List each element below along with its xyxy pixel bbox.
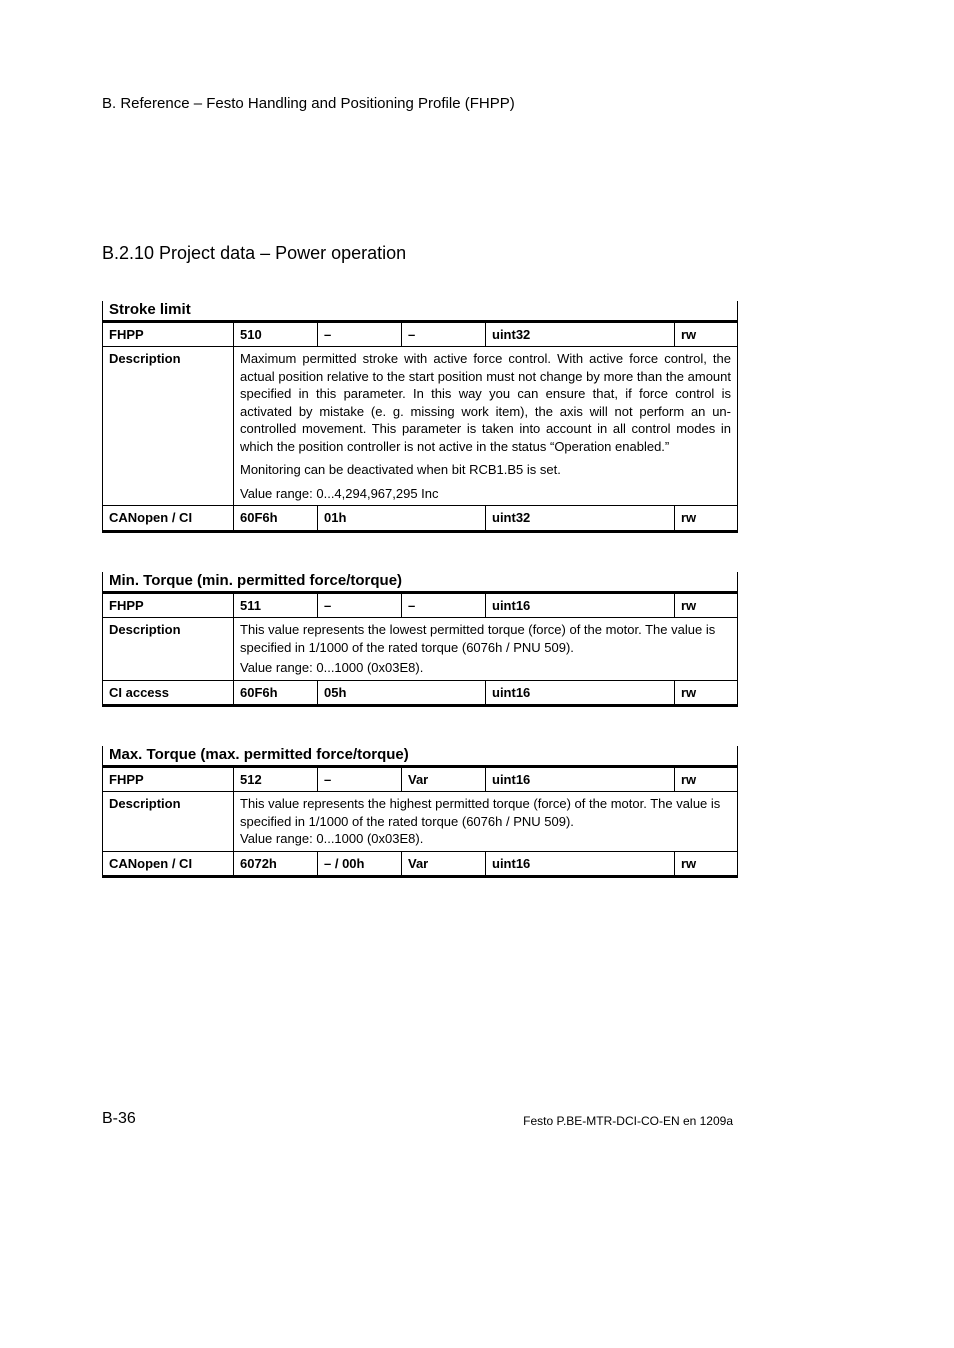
fhpp-type: uint16 [486, 766, 675, 792]
fhpp-class: – [402, 592, 486, 618]
fhpp-pnu: 511 [234, 592, 318, 618]
fhpp-subindex: – [318, 592, 402, 618]
ci-access-label: CI access [103, 680, 234, 706]
description-text [234, 792, 738, 852]
fhpp-pnu: 510 [234, 321, 318, 347]
canopen-subindex: – / 00h [318, 851, 402, 877]
page-number: B-36 [102, 1110, 136, 1127]
canopen-index: 60F6h [234, 680, 318, 706]
fhpp-subindex: – [318, 766, 402, 792]
fhpp-subindex: – [318, 321, 402, 347]
canopen-type: uint16 [486, 680, 675, 706]
canopen-type: uint16 [486, 851, 675, 877]
min-torque-table [102, 572, 738, 707]
canopen-index: 60F6h [234, 506, 318, 532]
canopen-label: CANopen / CI [103, 506, 234, 532]
description-text [234, 618, 738, 681]
value-range: Value range: 0...1000 (0x03E8). [240, 660, 424, 675]
description-label: Description [103, 347, 234, 506]
canopen-subindex: 05h [318, 680, 486, 706]
description-text [234, 347, 738, 506]
value-range: Value range: 0...1000 (0x03E8). [240, 831, 424, 846]
table-title: Min. Torque (min. permitted force/torque) [103, 572, 738, 592]
canopen-subindex: 01h [318, 506, 486, 532]
description-paragraph: This value represents the highest permitted torque (force) of the motor. The value is specified in 1/1000 of the rated torque (6076h / PNU 509). [240, 796, 721, 829]
fhpp-class: – [402, 321, 486, 347]
fhpp-label: FHPP [103, 766, 234, 792]
canopen-access: rw [675, 506, 738, 532]
canopen-class: Var [402, 851, 486, 877]
fhpp-type: uint32 [486, 321, 675, 347]
description-paragraph: Maximum permitted stroke with active force control. With active force control, the actual position relative to the start position must not change by more than the amount specified in this parameter. In this way you can ensure that, if force control is activated by mistake (e. g. missing work item), the axis will not perform an uncontrolled movement. This parameter is taken into account in all control modes in which the position controller is not active in the status “Operation enabled.” [240, 351, 731, 454]
max-torque-table [102, 746, 738, 878]
running-header: B. Reference – Festo Handling and Positioning Profile (FHPP) [102, 95, 515, 112]
value-range: Value range: 0...4,294,967,295 Inc [240, 485, 439, 501]
fhpp-access: rw [675, 321, 738, 347]
canopen-access: rw [675, 680, 738, 706]
canopen-index: 6072h [234, 851, 318, 877]
description-label: Description [103, 792, 234, 852]
fhpp-class: Var [402, 766, 486, 792]
description-label: Description [103, 618, 234, 681]
description-paragraph: This value represents the lowest permitted torque (force) of the motor. The value is specified in 1/1000 of the rated torque (6076h / PNU 509). [240, 622, 716, 655]
description-paragraph: Monitoring can be deactivated when bit RCB1.B5 is set. [240, 462, 561, 477]
fhpp-access: rw [675, 592, 738, 618]
fhpp-label: FHPP [103, 321, 234, 347]
table-title: Stroke limit [103, 301, 738, 321]
fhpp-label: FHPP [103, 592, 234, 618]
document-id: Festo P.BE-MTR-DCI-CO-EN en 1209a [523, 1114, 733, 1128]
canopen-type: uint32 [486, 506, 675, 532]
fhpp-access: rw [675, 766, 738, 792]
canopen-label: CANopen / CI [103, 851, 234, 877]
table-title: Max. Torque (max. permitted force/torque) [103, 746, 738, 766]
section-title: B.2.10 Project data – Power operation [102, 243, 407, 263]
fhpp-type: uint16 [486, 592, 675, 618]
stroke-limit-table [102, 301, 738, 533]
canopen-access: rw [675, 851, 738, 877]
fhpp-pnu: 512 [234, 766, 318, 792]
